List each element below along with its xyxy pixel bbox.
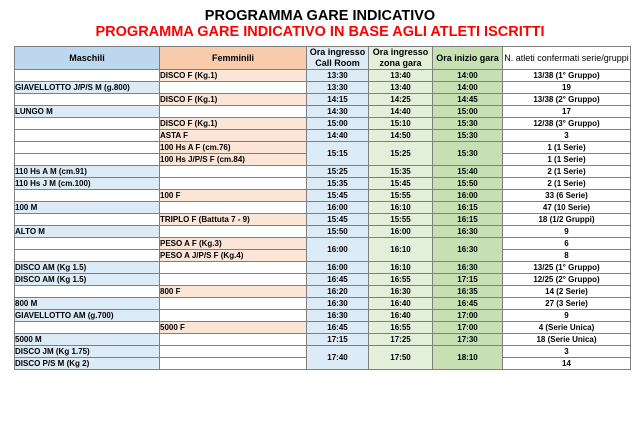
inizio-gara-cell: 16:30 <box>433 238 503 262</box>
atleti-cell: 6 <box>503 238 631 250</box>
zona-gara-cell: 16:40 <box>369 298 433 310</box>
table-row <box>15 322 631 334</box>
maschili-cell: 800 M <box>15 298 160 310</box>
maschili-cell <box>15 286 160 298</box>
inizio-gara-cell: 17:00 <box>433 322 503 334</box>
call-room-cell: 17:15 <box>307 334 369 346</box>
femminili-cell <box>160 298 307 310</box>
call-room-cell: 16:00 <box>307 262 369 274</box>
zona-gara-cell: 17:50 <box>369 346 433 370</box>
maschili-cell: DISCO AM (Kg 1.5) <box>15 274 160 286</box>
maschili-cell <box>15 94 160 106</box>
call-room-cell: 16:00 <box>307 202 369 214</box>
maschili-cell: ALTO M <box>15 226 160 238</box>
inizio-gara-cell: 15:00 <box>433 106 503 118</box>
maschili-cell <box>15 130 160 142</box>
maschili-cell: GIAVELLOTTO AM (g.700) <box>15 310 160 322</box>
zona-gara-cell: 15:25 <box>369 142 433 166</box>
atleti-cell: 47 (10 Serie) <box>503 202 631 214</box>
inizio-gara-cell: 16:45 <box>433 298 503 310</box>
femminili-cell: DISCO F (Kg.1) <box>160 118 307 130</box>
inizio-gara-cell: 17:00 <box>433 310 503 322</box>
call-room-cell: 14:15 <box>307 94 369 106</box>
atleti-cell: 2 (1 Serie) <box>503 178 631 190</box>
atleti-cell: 18 (1/2 Gruppi) <box>503 214 631 226</box>
schedule-table <box>14 46 631 370</box>
table-row <box>15 166 631 178</box>
table-row <box>15 238 631 250</box>
maschili-cell <box>15 238 160 250</box>
table-row <box>15 262 631 274</box>
femminili-cell <box>160 262 307 274</box>
inizio-gara-cell: 17:15 <box>433 274 503 286</box>
inizio-gara-cell: 16:30 <box>433 262 503 274</box>
call-room-cell: 16:30 <box>307 310 369 322</box>
table-row <box>15 226 631 238</box>
call-room-cell: 15:15 <box>307 142 369 166</box>
atleti-cell: 14 <box>503 358 631 370</box>
zona-gara-cell: 13:40 <box>369 82 433 94</box>
atleti-cell: 1 (1 Serie) <box>503 142 631 154</box>
femminili-cell: ASTA F <box>160 130 307 142</box>
femminili-cell: TRIPLO F (Battuta 7 - 9) <box>160 214 307 226</box>
zona-gara-cell: 15:35 <box>369 166 433 178</box>
zona-gara-cell: 16:40 <box>369 310 433 322</box>
femminili-cell: PESO A F (Kg.3) <box>160 238 307 250</box>
inizio-gara-cell: 16:30 <box>433 226 503 238</box>
maschili-cell: GIAVELLOTTO J/P/S M (g.800) <box>15 82 160 94</box>
table-row <box>15 346 631 358</box>
femminili-cell: DISCO F (Kg.1) <box>160 70 307 82</box>
call-room-cell: 15:45 <box>307 190 369 202</box>
inizio-gara-cell: 16:35 <box>433 286 503 298</box>
atleti-cell: 2 (1 Serie) <box>503 166 631 178</box>
femminili-cell <box>160 358 307 370</box>
atleti-cell: 14 (2 Serie) <box>503 286 631 298</box>
atleti-cell: 4 (Serie Unica) <box>503 322 631 334</box>
page-title: PROGRAMMA GARE INDICATIVO <box>204 8 436 24</box>
call-room-cell: 13:30 <box>307 70 369 82</box>
call-room-cell: 16:00 <box>307 238 369 262</box>
atleti-cell: 33 (6 Serie) <box>503 190 631 202</box>
table-row <box>15 298 631 310</box>
maschili-cell <box>15 190 160 202</box>
atleti-cell: 3 <box>503 346 631 358</box>
maschili-cell: 5000 M <box>15 334 160 346</box>
atleti-cell: 13/38 (2° Gruppo) <box>503 94 631 106</box>
zona-gara-cell: 17:25 <box>369 334 433 346</box>
femminili-cell: 100 F <box>160 190 307 202</box>
maschili-cell: 100 M <box>15 202 160 214</box>
call-room-cell: 14:40 <box>307 130 369 142</box>
schedule-body <box>15 70 631 370</box>
inizio-gara-cell: 14:00 <box>433 82 503 94</box>
inizio-gara-cell: 14:45 <box>433 94 503 106</box>
call-room-cell: 16:20 <box>307 286 369 298</box>
atleti-cell: 13/25 (1° Gruppo) <box>503 262 631 274</box>
call-room-cell: 17:40 <box>307 346 369 370</box>
maschili-cell <box>15 322 160 334</box>
femminili-cell <box>160 106 307 118</box>
call-room-cell: 15:00 <box>307 118 369 130</box>
maschili-cell: LUNGO M <box>15 106 160 118</box>
maschili-cell <box>15 142 160 154</box>
zona-gara-cell: 15:10 <box>369 118 433 130</box>
femminili-cell <box>160 274 307 286</box>
call-room-cell: 15:50 <box>307 226 369 238</box>
table-row <box>15 214 631 226</box>
atleti-cell: 17 <box>503 106 631 118</box>
call-room-cell: 14:30 <box>307 106 369 118</box>
femminili-cell: DISCO F (Kg.1) <box>160 94 307 106</box>
femminili-cell <box>160 202 307 214</box>
table-row <box>15 274 631 286</box>
table-row <box>15 142 631 154</box>
zona-gara-cell: 15:45 <box>369 178 433 190</box>
page-subtitle: PROGRAMMA GARE INDICATIVO IN BASE AGLI ATLETI ISCRITTI <box>95 24 545 40</box>
table-row <box>15 334 631 346</box>
header-maschili: Maschili <box>15 47 160 70</box>
atleti-cell: 18 (Serie Unica) <box>503 334 631 346</box>
header-inizio-gara: Ora inizio gara <box>433 47 503 70</box>
maschili-cell: DISCO P/S M (Kg 2) <box>15 358 160 370</box>
inizio-gara-cell: 17:30 <box>433 334 503 346</box>
call-room-cell: 15:45 <box>307 214 369 226</box>
maschili-cell <box>15 70 160 82</box>
header-atleti: N. atleti confermati serie/gruppi <box>503 47 631 70</box>
zona-gara-cell: 16:55 <box>369 274 433 286</box>
femminili-cell <box>160 346 307 358</box>
inizio-gara-cell: 14:00 <box>433 70 503 82</box>
zona-gara-cell: 15:55 <box>369 190 433 202</box>
inizio-gara-cell: 16:15 <box>433 202 503 214</box>
zona-gara-cell: 14:25 <box>369 94 433 106</box>
inizio-gara-cell: 16:15 <box>433 214 503 226</box>
inizio-gara-cell: 15:30 <box>433 142 503 166</box>
maschili-cell <box>15 250 160 262</box>
inizio-gara-cell: 16:00 <box>433 190 503 202</box>
maschili-cell: DISCO AM (Kg 1.5) <box>15 262 160 274</box>
femminili-cell <box>160 166 307 178</box>
femminili-cell: 5000 F <box>160 322 307 334</box>
femminili-cell <box>160 310 307 322</box>
atleti-cell: 13/38 (1° Gruppo) <box>503 70 631 82</box>
femminili-cell: 100 Hs J/P/S F (cm.84) <box>160 154 307 166</box>
zona-gara-cell: 14:40 <box>369 106 433 118</box>
table-row <box>15 202 631 214</box>
call-room-cell: 16:45 <box>307 322 369 334</box>
table-row <box>15 286 631 298</box>
table-row <box>15 106 631 118</box>
inizio-gara-cell: 15:30 <box>433 118 503 130</box>
table-row <box>15 82 631 94</box>
inizio-gara-cell: 15:50 <box>433 178 503 190</box>
zona-gara-cell: 16:55 <box>369 322 433 334</box>
atleti-cell: 9 <box>503 310 631 322</box>
femminili-cell: PESO A J/P/S F (Kg.4) <box>160 250 307 262</box>
atleti-cell: 3 <box>503 130 631 142</box>
zona-gara-cell: 16:10 <box>369 202 433 214</box>
call-room-cell: 15:35 <box>307 178 369 190</box>
zona-gara-cell: 16:30 <box>369 286 433 298</box>
inizio-gara-cell: 18:10 <box>433 346 503 370</box>
table-row <box>15 178 631 190</box>
inizio-gara-cell: 15:40 <box>433 166 503 178</box>
atleti-cell: 27 (3 Serie) <box>503 298 631 310</box>
maschili-cell <box>15 118 160 130</box>
table-row <box>15 190 631 202</box>
table-row <box>15 118 631 130</box>
maschili-cell: 110 Hs A M (cm.91) <box>15 166 160 178</box>
femminili-cell <box>160 226 307 238</box>
femminili-cell <box>160 334 307 346</box>
header-zona-gara: Ora ingresso zona gara <box>369 47 433 70</box>
atleti-cell: 1 (1 Serie) <box>503 154 631 166</box>
femminili-cell <box>160 82 307 94</box>
maschili-cell: DISCO JM (Kg 1.75) <box>15 346 160 358</box>
zona-gara-cell: 16:10 <box>369 238 433 262</box>
maschili-cell <box>15 214 160 226</box>
atleti-cell: 19 <box>503 82 631 94</box>
femminili-cell: 100 Hs A F (cm.76) <box>160 142 307 154</box>
maschili-cell: 110 Hs J M (cm.100) <box>15 178 160 190</box>
call-room-cell: 15:25 <box>307 166 369 178</box>
zona-gara-cell: 16:10 <box>369 262 433 274</box>
table-row <box>15 70 631 82</box>
inizio-gara-cell: 15:30 <box>433 130 503 142</box>
atleti-cell: 8 <box>503 250 631 262</box>
femminili-cell <box>160 178 307 190</box>
header-call-room: Ora ingresso Call Room <box>307 47 369 70</box>
zona-gara-cell: 15:55 <box>369 214 433 226</box>
header-row <box>15 47 631 70</box>
table-row <box>15 130 631 142</box>
call-room-cell: 16:30 <box>307 298 369 310</box>
call-room-cell: 16:45 <box>307 274 369 286</box>
atleti-cell: 12/25 (2° Gruppo) <box>503 274 631 286</box>
zona-gara-cell: 14:50 <box>369 130 433 142</box>
atleti-cell: 9 <box>503 226 631 238</box>
call-room-cell: 13:30 <box>307 82 369 94</box>
header-femminili: Femminili <box>160 47 307 70</box>
atleti-cell: 12/38 (3° Gruppo) <box>503 118 631 130</box>
maschili-cell <box>15 154 160 166</box>
zona-gara-cell: 16:00 <box>369 226 433 238</box>
zona-gara-cell: 13:40 <box>369 70 433 82</box>
table-row <box>15 94 631 106</box>
femminili-cell: 800 F <box>160 286 307 298</box>
table-row <box>15 310 631 322</box>
